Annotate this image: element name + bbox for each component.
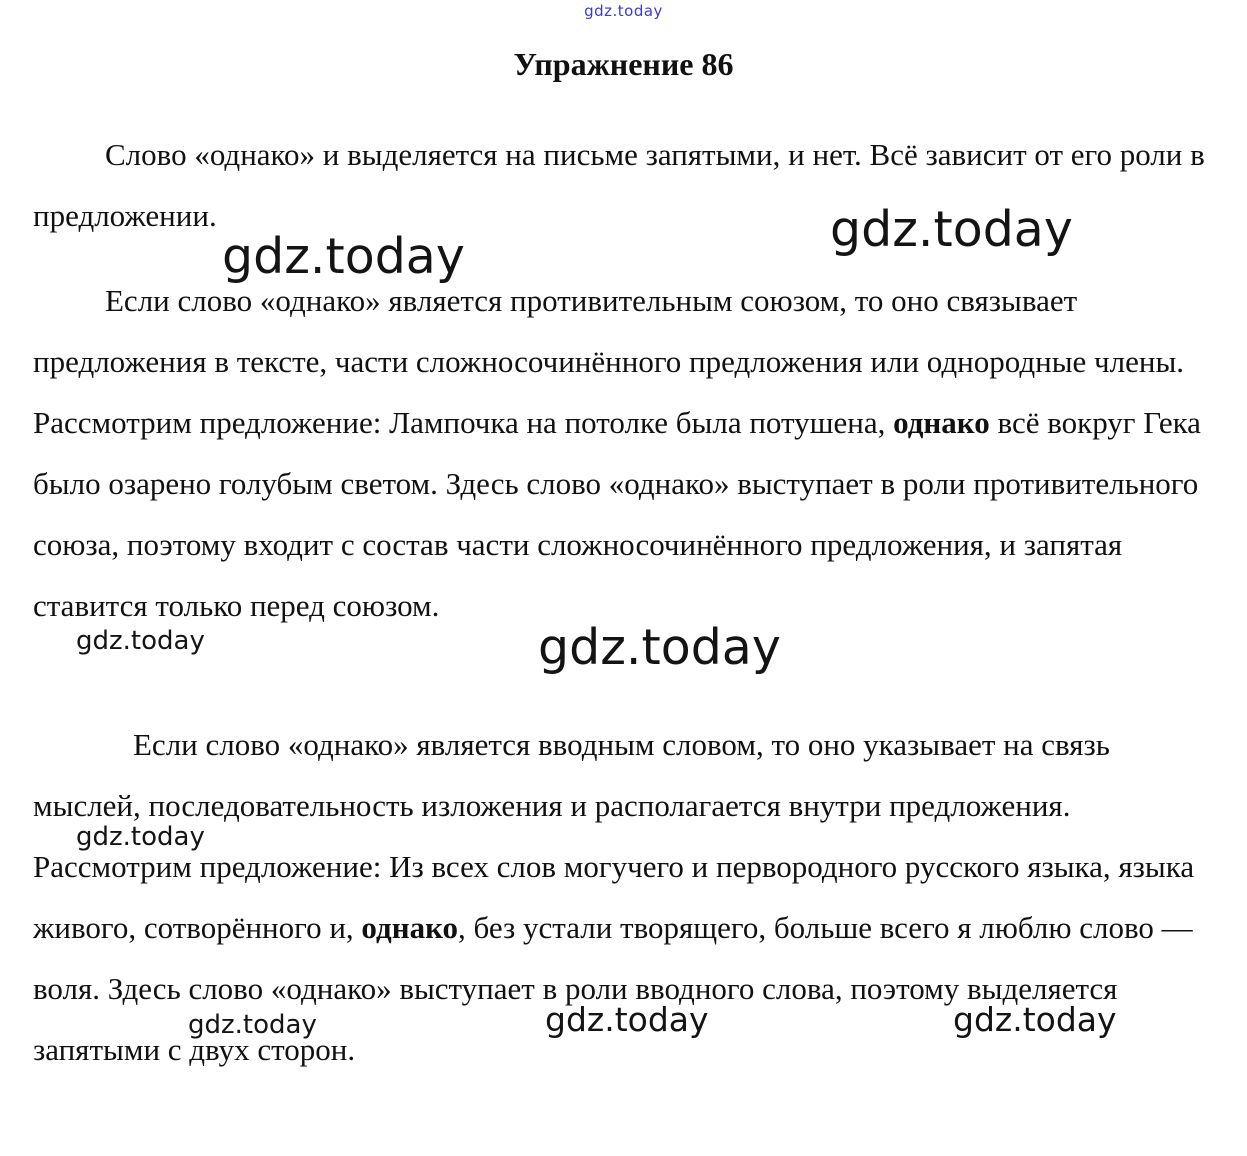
watermark: gdz.today [545, 1000, 709, 1039]
watermark: gdz.today [953, 1000, 1117, 1039]
paragraph-introductory-text-start: Если слово «однако» является вводным словом, то оно указывает на связь мыслей, последовательность изложения и располагается внутри предложения. Рассмотрим предложение: Из всех слов могучего и первородного русского языка, языка живого, сотворённого и, [33, 727, 1195, 945]
watermark: gdz.today [188, 1010, 317, 1040]
site-watermark-top: gdz.today [584, 2, 663, 20]
paragraph-introductory-text-end: , без устали творящего, больше всего я люблю слово — воля. Здесь слово «однако» выступает в роли вводного слова, поэтому выделяется запятыми с двух сторон. [33, 910, 1193, 1067]
paragraph-conjunction-text-end: всё вокруг Гека было озарено голубым светом. Здесь слово «однако» выступает в роли противительного союза, поэтому входит с состав части сложносочинённого предложения, и запятая ставится только перед союзом. [33, 405, 1201, 623]
page-title: Упражнение 86 [513, 46, 734, 82]
emphasis-odnako: однако [361, 910, 459, 945]
watermark: gdz.today [538, 619, 781, 676]
watermark: gdz.today [76, 626, 205, 656]
watermark: gdz.today [76, 822, 205, 852]
paragraph-conjunction-text-start: Если слово «однако» является противительным союзом, то оно связывает предложения в тексте, части сложносочинённого предложения или однородные члены. Рассмотрим предложение: Лампочка на потолке была потушена, [33, 283, 1185, 440]
paragraph-intro-text: Слово «однако» и выделяется на письме запятыми, и нет. Всё зависит от его роли в предложении. [33, 137, 1205, 233]
paragraph-conjunction [33, 270, 1208, 636]
watermark: gdz.today [830, 201, 1073, 258]
emphasis-odnako: однако [893, 405, 990, 440]
watermark: gdz.today [222, 228, 465, 285]
